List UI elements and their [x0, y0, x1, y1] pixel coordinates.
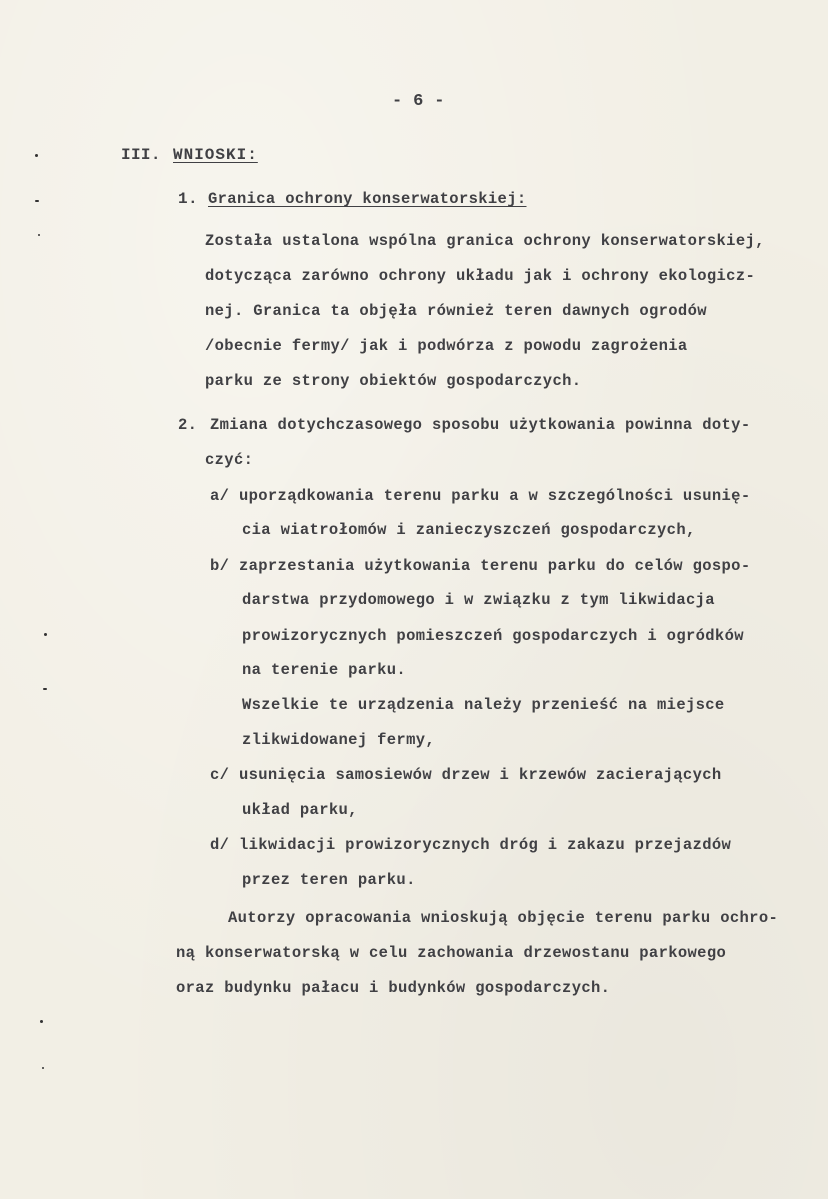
subitem-a-line: a/ uporządkowania terenu parku a w szczególności usunię-: [210, 487, 751, 505]
margin-mark: [43, 688, 47, 690]
subitem-d-line: przez teren parku.: [242, 871, 416, 889]
subitem-a-line: cia wiatrołomów i zanieczyszczeń gospodarczych,: [242, 521, 696, 539]
conclusion-line: ną konserwatorską w celu zachowania drzewostanu parkowego: [176, 944, 727, 962]
subitem-b-line: darstwa przydomowego i w związku z tym likwidacja: [242, 591, 715, 609]
item-1-line: parku ze strony obiektów gospodarczych.: [205, 372, 582, 390]
subitem-b-line: na terenie parku.: [242, 661, 407, 679]
item-2-line: Zmiana dotychczasowego sposobu użytkowania powinna doty-: [210, 416, 751, 434]
margin-mark: [35, 154, 38, 157]
section-number: III.: [121, 146, 161, 164]
item-1-line: nej. Granica ta objęła również teren dawnych ogrodów: [205, 302, 707, 320]
conclusion-line: Autorzy opracowania wnioskują objęcie terenu parku ochro-: [228, 909, 779, 927]
subitem-b-line: Wszelkie te urządzenia należy przenieść na miejsce: [242, 696, 725, 714]
margin-mark: [38, 234, 40, 236]
conclusion-line: oraz budynku pałacu i budynków gospodarczych.: [176, 979, 611, 997]
item-1-heading: Granica ochrony konserwatorskiej:: [208, 190, 527, 208]
subitem-c-line: układ parku,: [242, 801, 358, 819]
subitem-b-line: prowizorycznych pomieszczeń gospodarczych i ogródków: [242, 627, 744, 645]
margin-mark: [44, 633, 47, 636]
item-1-number: 1.: [178, 190, 198, 208]
margin-mark: [40, 1020, 43, 1023]
section-heading: WNIOSKI:: [173, 146, 258, 164]
subitem-d-line: d/ likwidacji prowizorycznych dróg i zakazu przejazdów: [210, 836, 732, 854]
margin-mark: [35, 200, 39, 202]
item-2-line: czyć:: [205, 451, 254, 469]
subitem-c-line: c/ usunięcia samosiewów drzew i krzewów zacierających: [210, 766, 722, 784]
item-2-number: 2.: [178, 416, 198, 434]
subitem-b-line: b/ zaprzestania użytkowania terenu parku do celów gospo-: [210, 557, 751, 575]
subitem-b-line: zlikwidowanej fermy,: [242, 731, 436, 749]
page-number: - 6 -: [392, 92, 445, 111]
margin-mark: [42, 1067, 44, 1069]
item-1-line: dotycząca zarówno ochrony układu jak i ochrony ekologicz-: [205, 267, 756, 285]
item-1-line: /obecnie fermy/ jak i podwórza z powodu zagrożenia: [205, 337, 688, 355]
item-1-line: Została ustalona wspólna granica ochrony konserwatorskiej,: [205, 232, 765, 250]
